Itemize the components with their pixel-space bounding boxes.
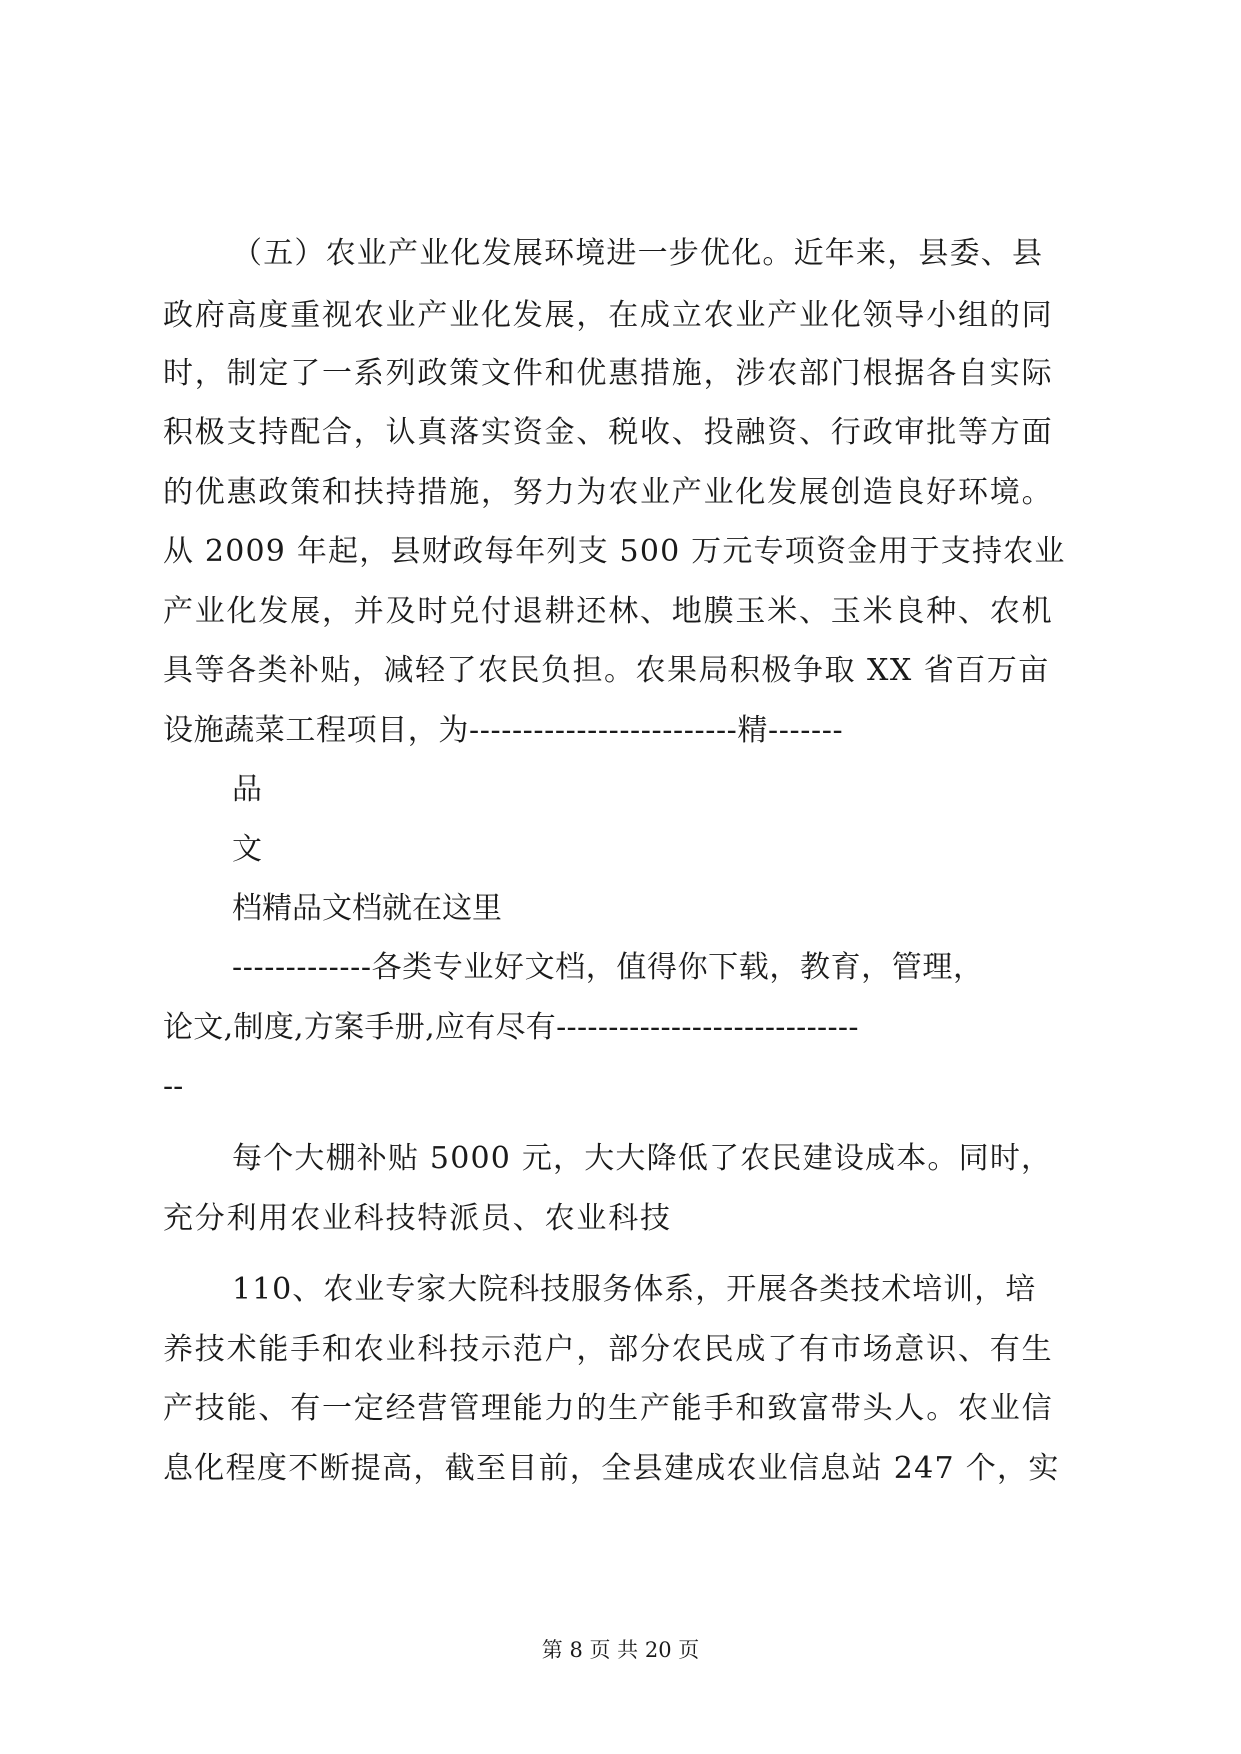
paragraph-line: 充分利用农业科技特派员、农业科技: [163, 1201, 672, 1236]
paragraph-line: 档精品文档就在这里: [232, 891, 502, 926]
paragraph-line: 从 2009 年起，县财政每年列支 500 万元专项资金用于支持农业: [163, 534, 1066, 569]
paragraph-line: 养技术能手和农业科技示范户，部分农民成了有市场意识、有生: [163, 1332, 1054, 1367]
paragraph-line: 设施蔬菜工程项目，为-------------------------精-------: [163, 713, 844, 748]
paragraph-line: （五）农业产业化发展环境进一步优化。近年来，县委、县: [232, 236, 1044, 271]
paragraph-line: 每个大棚补贴 5000 元，大大降低了农民建设成本。同时，: [232, 1141, 1053, 1176]
paragraph-line: -------------各类专业好文档，值得你下载，教育，管理，: [232, 950, 984, 985]
paragraph-line: 息化程度不断提高，截至目前，全县建成农业信息站 247 个，实: [163, 1451, 1060, 1486]
paragraph-line: 积极支持配合，认真落实资金、税收、投融资、行政审批等方面: [163, 415, 1054, 450]
paragraph-line: --: [163, 1069, 184, 1104]
paragraph-line: 文: [232, 832, 262, 867]
paragraph-line: 产技能、有一定经营管理能力的生产能手和致富带头人。农业信: [163, 1391, 1054, 1426]
paragraph-line: 具等各类补贴，减轻了农民负担。农果局积极争取 XX 省百万亩: [163, 653, 1050, 688]
paragraph-line: 产业化发展，并及时兑付退耕还林、地膜玉米、玉米良种、农机: [163, 594, 1054, 629]
paragraph-line: 品: [232, 772, 262, 807]
paragraph-line: 时，制定了一系列政策文件和优惠措施，涉农部门根据各自实际: [163, 356, 1054, 391]
paragraph-line: 110、农业专家大院科技服务体系，开展各类技术培训，培: [232, 1272, 1037, 1307]
paragraph-line: 论文,制度,方案手册,应有尽有-----------------------------: [163, 1010, 859, 1045]
page-number-footer: 第 8 页 共 20 页: [541, 1638, 700, 1662]
paragraph-line: 政府高度重视农业产业化发展，在成立农业产业化领导小组的同: [163, 298, 1054, 333]
paragraph-line: 的优惠政策和扶持措施，努力为农业产业化发展创造良好环境。: [163, 475, 1054, 510]
